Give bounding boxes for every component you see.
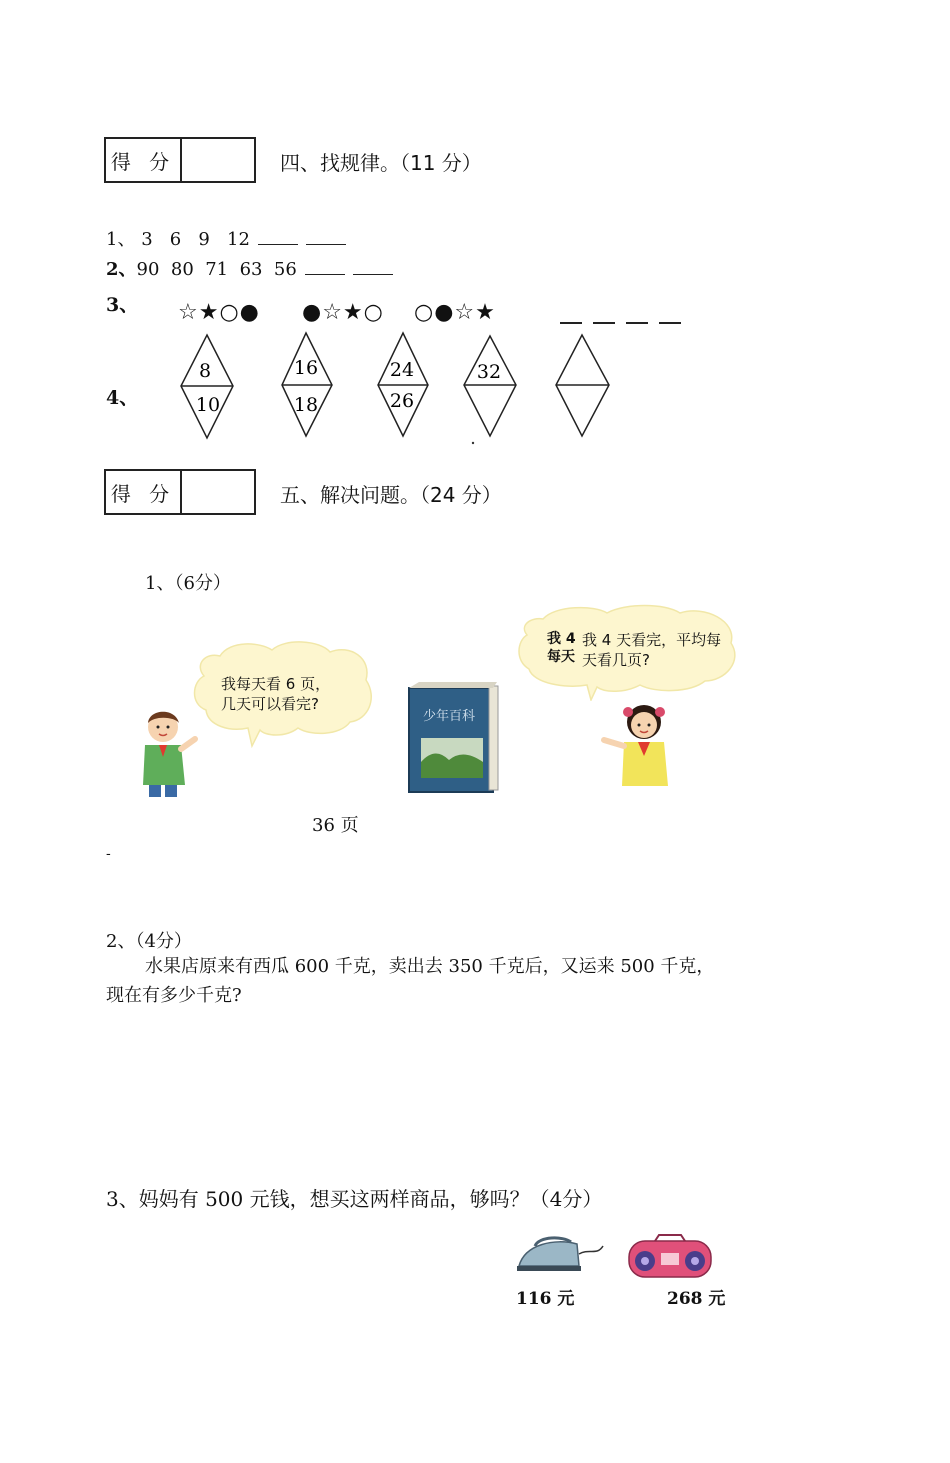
diamond-4-top: 32 (476, 361, 502, 383)
p2-label: 2、（4分） (106, 931, 192, 952)
q2-line (106, 255, 393, 281)
q2-blank-1[interactable] (305, 260, 345, 275)
score-box-4 (104, 137, 256, 183)
book-illustration (405, 680, 501, 795)
diamond-1-top: 8 (198, 360, 212, 382)
p2-text-line-1: 水果店原来有西瓜 600 千克，卖出去 350 千克后，又运来 500 千克， (145, 956, 715, 977)
diamond-1 (181, 335, 233, 438)
score-box-5 (104, 469, 256, 515)
q2-sequence: 90 80 71 63 56 (136, 259, 297, 280)
q3-blank-4[interactable] (659, 322, 681, 324)
q1-blank-2[interactable] (306, 230, 346, 245)
diamond-3 (378, 333, 428, 436)
girl-bubble-overlay (547, 630, 576, 666)
diamond-4 (464, 336, 516, 436)
diamond-3-top: 24 (389, 359, 415, 381)
stray-dash: - (106, 846, 111, 862)
diamond-1-bottom: 10 (195, 394, 221, 416)
q3-blank-3[interactable] (626, 322, 648, 324)
radio-illustration (625, 1233, 715, 1281)
diamond-2-top: 16 (293, 357, 319, 379)
boy-bubble-line-2: 几天可以看完? (221, 695, 319, 713)
boy-bubble-line-1: 我每天看 6 页， (221, 675, 331, 693)
q3-group-3: ○●☆★ (414, 300, 496, 325)
section5-title: 五、解决问题。（24 分） (280, 483, 502, 507)
score-field[interactable] (182, 139, 254, 181)
q1-blank-1[interactable] (258, 230, 298, 245)
score-label: 得 分 (106, 139, 182, 181)
girl-overlay-line-1: 我 4 (547, 631, 576, 647)
score-label: 得 分 (106, 471, 182, 513)
q3-group-1: ☆★○● (178, 300, 260, 325)
q1-sequence: 3 6 9 12 (141, 229, 250, 250)
girl-bubble-text (582, 630, 721, 670)
q4-diamonds (170, 330, 630, 445)
pages-caption: 36 页 (312, 815, 359, 836)
girl-overlay-line-2: 每天 (547, 649, 575, 665)
radio-price: 268 元 (667, 1289, 726, 1309)
girl-illustration (594, 700, 684, 795)
score-field[interactable] (182, 471, 254, 513)
q1-number: 1、 (106, 229, 136, 250)
q2-blank-2[interactable] (353, 260, 393, 275)
q3-group-2: ●☆★○ (302, 300, 384, 325)
diamond-5[interactable] (556, 335, 609, 436)
diamond-3-bottom: 26 (389, 390, 415, 412)
q3-blank-1[interactable] (560, 322, 582, 324)
q1-line (106, 225, 346, 251)
p1-label: 1、（6分） (145, 573, 231, 594)
q3-number: 3、 (106, 294, 139, 316)
q3-blank-2[interactable] (593, 322, 615, 324)
p3-text: 3、妈妈有 500 元钱，想买这两样商品，够吗？（4分） (106, 1187, 603, 1211)
iron-price: 116 元 (516, 1289, 575, 1309)
q2-number: 2、 (106, 259, 137, 280)
q4-number: 4、 (106, 387, 139, 409)
p2-text-line-2: 现在有多少千克? (106, 985, 242, 1006)
boy-bubble-text (221, 674, 330, 714)
iron-illustration (515, 1230, 605, 1275)
girl-bubble-line-1: 我 4 天看完，平均每 (582, 631, 722, 649)
book-title: 少年百科 (422, 709, 476, 724)
diamond-2 (282, 333, 332, 436)
section4-title: 四、找规律。（11 分） (280, 151, 482, 175)
boy-illustration (135, 705, 205, 800)
girl-bubble-line-2: 天看几页? (582, 651, 650, 669)
diamond-2-bottom: 18 (293, 394, 319, 416)
